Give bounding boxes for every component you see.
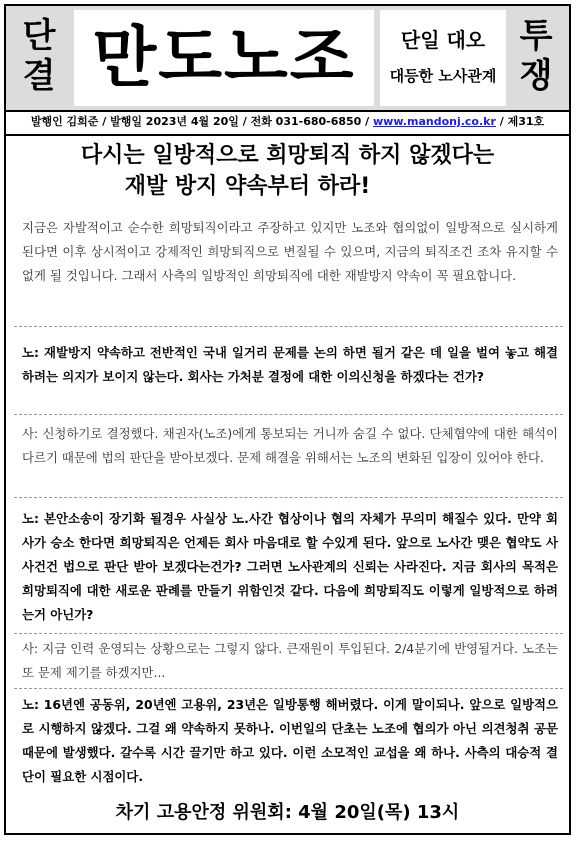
headline <box>6 140 569 202</box>
newsletter-title: 만도노조 <box>74 10 374 106</box>
union-statement: 노: 16년엔 공동위, 20년엔 고용위, 23년은 일방통행 해버렸다. 이게 말이되나. 앞으로 일방적으로 시행하지 않겠다. 그걸 왜 약속하지 못하나. 이번일의 단초는 노조에 협의가 아닌 의견청취 공문 때문에 발생했다. 갈수록 시간 끌기만 하고 있다. 이런 소모적인 교섭을 왜 하나. 사측의 대승적 결단이 필요한 시점이다. <box>22 697 558 784</box>
divider <box>14 414 563 415</box>
motto-line-1: 단일 대오 <box>400 28 486 52</box>
next-meeting-notice: 차기 고용안정 위원회: 4월 20일(목) 13시 <box>115 802 460 823</box>
slogan-char: 쟁 <box>519 56 553 96</box>
headline-line-1: 다시는 일방적으로 희망퇴직 하지 않겠다는 <box>80 143 495 168</box>
masthead-left-slogan <box>10 6 68 110</box>
intro-paragraph: 지금은 자발적이고 순수한 희망퇴직이라고 주장하고 있지만 노조와 협의없이 일방적으로 실시하게 된다면 이후 상시적이고 강제적인 희망퇴직으로 변질될 수 있으며, 지금의 퇴직조건 조차 유지할 수 없게 될 것입니다. 그래서 사측의 일방적인 희망퇴직에 대한 재발방지 약속이 꼭 필요합니다. <box>22 220 558 283</box>
masthead-motto <box>380 10 506 106</box>
publication-info <box>6 110 569 136</box>
website-link[interactable]: www.mandonj.co.kr <box>373 115 496 128</box>
masthead <box>6 6 569 110</box>
motto-line-2: 대등한 노사관계 <box>389 67 497 85</box>
issue-number: / 제31호 <box>495 115 545 128</box>
masthead-right-slogan <box>507 6 565 110</box>
publication-info-text: 발행인 김희준 / 발행일 2023년 4월 20일 / 전화 031-680-6850 / <box>30 115 374 128</box>
divider <box>14 497 563 498</box>
divider <box>14 688 563 689</box>
divider <box>14 633 563 634</box>
slogan-char: 투 <box>519 16 553 56</box>
divider <box>14 326 563 327</box>
slogan-char: 단 <box>22 16 56 56</box>
headline-line-2: 재발 방지 약속부터 하라! <box>124 174 371 199</box>
company-response: 사: 신청하기로 결정했다. 채권자(노조)에게 통보되는 거니까 숨길 수 없다. 단체협약에 대한 해석이 다르기 때문에 법의 판단을 받아보겠다. 문제 해결을 위해서는 노조의 변화된 입장이 있어야 한다. <box>22 426 558 465</box>
company-response: 사: 지금 인력 운영되는 상황으로는 그렇지 않다. 큰재원이 투입된다. 2/4분기에 반영될거다. 노조는 또 문제 제기를 하겠지만... <box>22 641 558 680</box>
slogan-char: 결 <box>22 56 56 96</box>
union-statement: 노: 본안소송이 장기화 될경우 사실상 노.사간 협상이나 협의 자체가 무의미 해질수 있다. 만약 회사가 승소 한다면 희망퇴직은 언제든 회사 마음대로 할 수있게 된다. 앞으로 노사간 맺은 협약도 사사건건 법으로 판단 받아 보겠다는건가? 그러면 노사관계의 신뢰는 사라진다. 지금 회사의 목적은 희망퇴직에 대한 새로운 판례를 만들기 위함인것 같다. 다음에 희망퇴직도 이렇게 일방적으로 하려는거 아닌가? <box>22 511 558 622</box>
union-statement: 노: 재발방지 약속하고 전반적인 국내 일거리 문제를 논의 하면 될거 같은 데 일을 벌여 놓고 해결하려는 의지가 보이지 않는다. 회사는 가처분 결정에 대한 이의신청을 하겠다는 건가? <box>22 345 558 384</box>
